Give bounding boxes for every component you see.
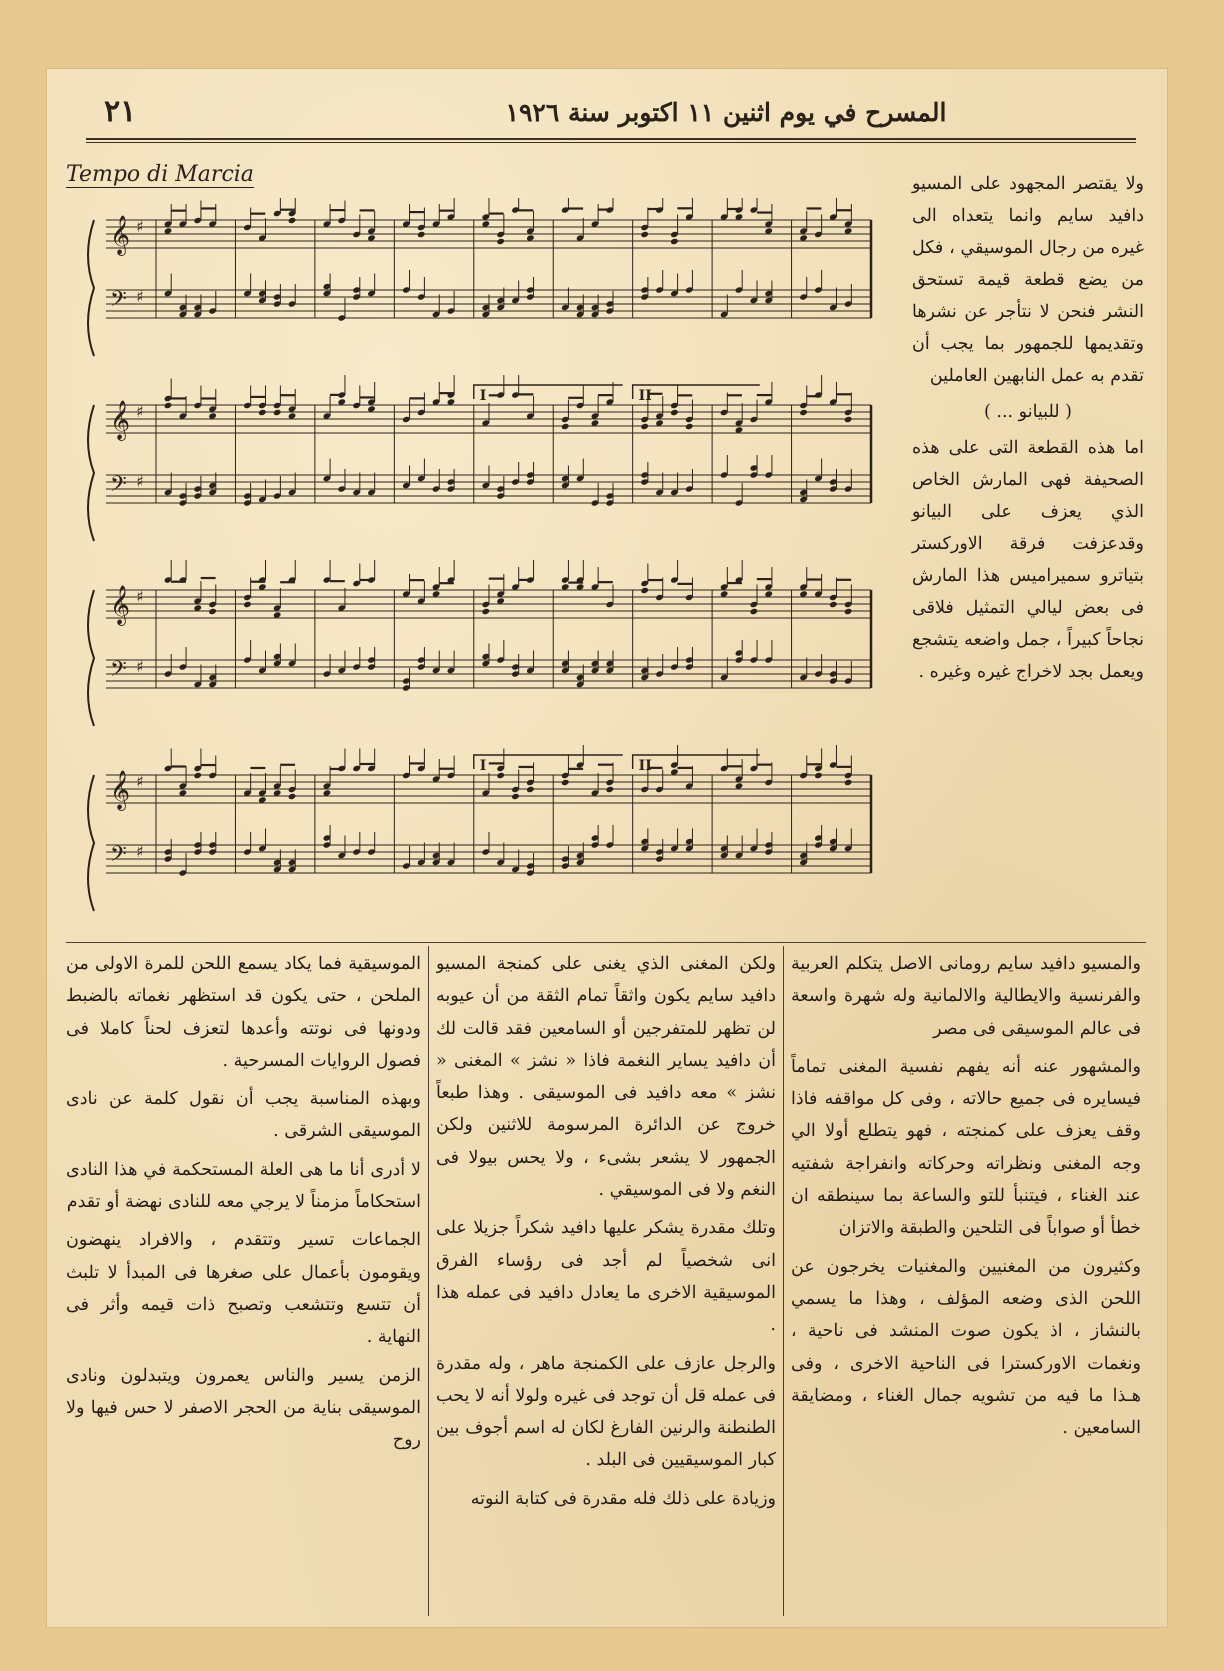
- note-head: [640, 231, 649, 238]
- header-rule: [86, 138, 1136, 140]
- tempo-marking: Tempo di Marcia: [66, 162, 254, 187]
- article-column-middle: [436, 948, 776, 1618]
- note-head: [193, 772, 202, 779]
- column-divider: [428, 946, 429, 1616]
- note-head: [685, 423, 694, 430]
- note-head: [561, 423, 570, 430]
- bass-clef: 𝄢: [110, 287, 127, 317]
- column-divider: [783, 946, 784, 1616]
- note-head: [750, 608, 759, 615]
- treble-clef: 𝄞: [110, 585, 131, 625]
- note-head: [417, 231, 426, 238]
- grand-staff-brace: [88, 220, 94, 356]
- column-paragraph: وبهذه المناسبة يجب أن نقول كلمة عن نادى الموسيقى الشرقى .: [66, 1089, 421, 1142]
- section-divider: [66, 942, 1146, 943]
- note-head: [273, 409, 282, 416]
- column-paragraph: والمسيو دافيد سايم رومانى الاصل يتكلم العربية والفرنسية والايطالية والالمانية وله شهرة واسعة فى عالم الموسيقى فى مصر: [791, 954, 1141, 1039]
- key-signature-sharp: ♯: [136, 587, 144, 606]
- column-paragraph: لا أدرى أنا ما هى العلة المستحكمة في هذا النادى استحكاماً مزمناً لا يرجي معه للنادى نهضة أو تقدم: [66, 1159, 421, 1213]
- page-number: ٢١: [104, 94, 137, 129]
- sheet-music-score: [66, 198, 906, 938]
- treble-clef: 𝄞: [110, 400, 131, 440]
- bass-clef: 𝄢: [110, 842, 127, 872]
- note-head: [496, 772, 505, 779]
- note-head: [844, 779, 853, 786]
- volta-bracket-1: [474, 385, 623, 399]
- header-rule-thin: [86, 142, 1136, 143]
- newspaper-page: [46, 68, 1168, 1628]
- column-paragraph: والمشهور عنه أنه يفهم نفسية المغنى تماماً فيسايره فى جميع حالاته ، وفى كل مواقفه فاذا وقف يعزف على كمنجته ، فهو يتطلع أولا الي وجه المغنى ونظراته وحركاته وانفراجة شفتيه عند الغناء ، فيتنبأ للتو والساعة بما سينطقه ان خطأ أو صواباً فى التلحين والطبقة والاتزان: [791, 1056, 1141, 1239]
- intro-paragraph: ( للبيانو ... ): [984, 402, 1072, 422]
- note-head: [640, 423, 649, 430]
- bass-clef: 𝄢: [110, 657, 127, 687]
- note-head: [243, 601, 252, 608]
- intro-text: [912, 168, 1144, 692]
- key-signature-sharp: ♯: [136, 657, 144, 676]
- note-head: [164, 402, 173, 409]
- volta-label: I: [479, 758, 487, 774]
- key-signature-sharp: ♯: [136, 472, 144, 491]
- bass-clef: 𝄢: [110, 472, 127, 502]
- volta-label: I: [479, 388, 487, 404]
- note-head: [606, 786, 615, 793]
- note-head: [844, 416, 853, 423]
- column-paragraph: ولكن المغنى الذي يغنى على كمنجة المسيو دافيد سايم يكون واثقاً تمام الثقة من أن عيوبه لن تظهر للمتفرجين أو السامعين فقد قالت لك أن دافيد يساير النغمة فاذا « نشز » المغنى « نشز » معه دافيد فى الموسيقى . وهذا طبعاً خروج عن الدائرة المرسومة للاثنين ولكن الجمهور لا يشعر بشىء ، ولا يحس بيولا فى النغم ولا فى الموسيقي .: [436, 954, 776, 1201]
- column-paragraph: وتلك مقدرة يشكر عليها دافيد شكراً جزيلا على انى شخصياً لم أجد فى رؤساء الفرق الموسيقية الاخرى ما يعادل دافيد فى عمله هذا .: [436, 1218, 776, 1336]
- grand-staff-brace: [88, 775, 94, 911]
- article-column-left: [66, 948, 421, 1618]
- grand-staff-brace: [88, 590, 94, 726]
- note-head: [208, 608, 217, 615]
- key-signature-sharp: ♯: [136, 842, 144, 861]
- column-paragraph: الموسيقية فما يكاد يسمع اللحن للمرة الاولى من الملحن ، حتى يكون قد استظهر نغماته بالضبط ودونها فى نوتته وأعدها لتعزف لحناً كاملا فى فصول الروايات المسرحية .: [66, 954, 421, 1071]
- key-signature-sharp: ♯: [136, 217, 144, 236]
- treble-clef: 𝄞: [110, 215, 131, 255]
- column-paragraph: الجماعات تسير وتتقدم ، والافراد ينهضون ويقومون بأعمال على صغرها فى المبدأ لا تلبث أن تتسع وتتشعب وتصبح ذات قيمه وأثر فى النهاية .: [66, 1230, 421, 1348]
- note-head: [511, 793, 520, 800]
- page-header-title: المسرح في يوم اثنين ١١ اكتوبر سنة ١٩٢٦: [505, 98, 947, 127]
- intro-paragraph: اما هذه القطعة التى على هذه الصحيفة فهى المارش الخاص الذي يعزف على البيانو وقدعزفت فرقة الاوركستر بتياترو سميراميس هذا المارش فى بعض ليالي التمثيل فلاقى نجاحاً كبيراً ، جمل واضعه يتشجع ويعمل بجد لاخراج غيره وغيره .: [912, 438, 1144, 682]
- key-signature-sharp: ♯: [136, 287, 144, 306]
- volta-label: II: [638, 758, 652, 774]
- note-head: [288, 217, 297, 224]
- note-head: [640, 587, 649, 594]
- column-paragraph: وكثيرون من المغنيين والمغنيات يخرجون عن اللحن الذى وضعه المؤلف ، وهذا ما يسمي بالنشاز ، اذ يكون صوت المنشد فى ناحية ، ونغمات الاوركسترا فى الناحية الاخرى ، وفى هـذا ما فيه من تشويه جمال الغناء ، ومضايقة السامعين .: [791, 1256, 1141, 1439]
- column-paragraph: وزيادة على ذلك فله مقدرة فى كتابة النوته: [470, 1488, 776, 1509]
- grand-staff-brace: [88, 405, 94, 541]
- key-signature-sharp: ♯: [136, 402, 144, 421]
- note-head: [258, 409, 267, 416]
- volta-bracket-1: [474, 755, 623, 769]
- note-head: [561, 779, 570, 786]
- note-head: [670, 409, 679, 416]
- intro-paragraph: ولا يقتصر المجهود على المسيو دافيد سايم وانما يتعداه الى غيره من رجال الموسيقي ، فكل من يضع قطعة قيمة تستحق النشر فنحن لا نتأجر عن نشرها وتقديمها للجمهور بما يجب أن تقدم به عمل النابهين العاملين: [912, 174, 1144, 386]
- note-head: [799, 409, 808, 416]
- volta-label: II: [638, 388, 652, 404]
- note-head: [844, 608, 853, 615]
- article-column-right: [791, 948, 1141, 1618]
- key-signature-sharp: ♯: [136, 772, 144, 791]
- column-paragraph: الزمن يسير والناس يعمرون ويتبدلون ونادى الموسيقى بناية من الحجر الاصفر لا حس فيها ولا روح: [66, 1365, 421, 1451]
- note-head: [670, 238, 679, 245]
- note-head: [288, 793, 297, 800]
- note-head: [496, 238, 505, 245]
- treble-clef: 𝄞: [110, 770, 131, 810]
- note-head: [814, 772, 823, 779]
- note-head: [526, 786, 535, 793]
- column-paragraph: والرجل عازف على الكمنجة ماهر ، وله مقدرة فى عمله قل أن توجد فى غيره ولولا أنه لا يحب الطنطنة والرنين الفارغ لكان له اسم أجوف بين كبار الموسيقيين فى البلد .: [436, 1353, 776, 1471]
- note-head: [829, 601, 838, 608]
- note-head: [482, 608, 491, 615]
